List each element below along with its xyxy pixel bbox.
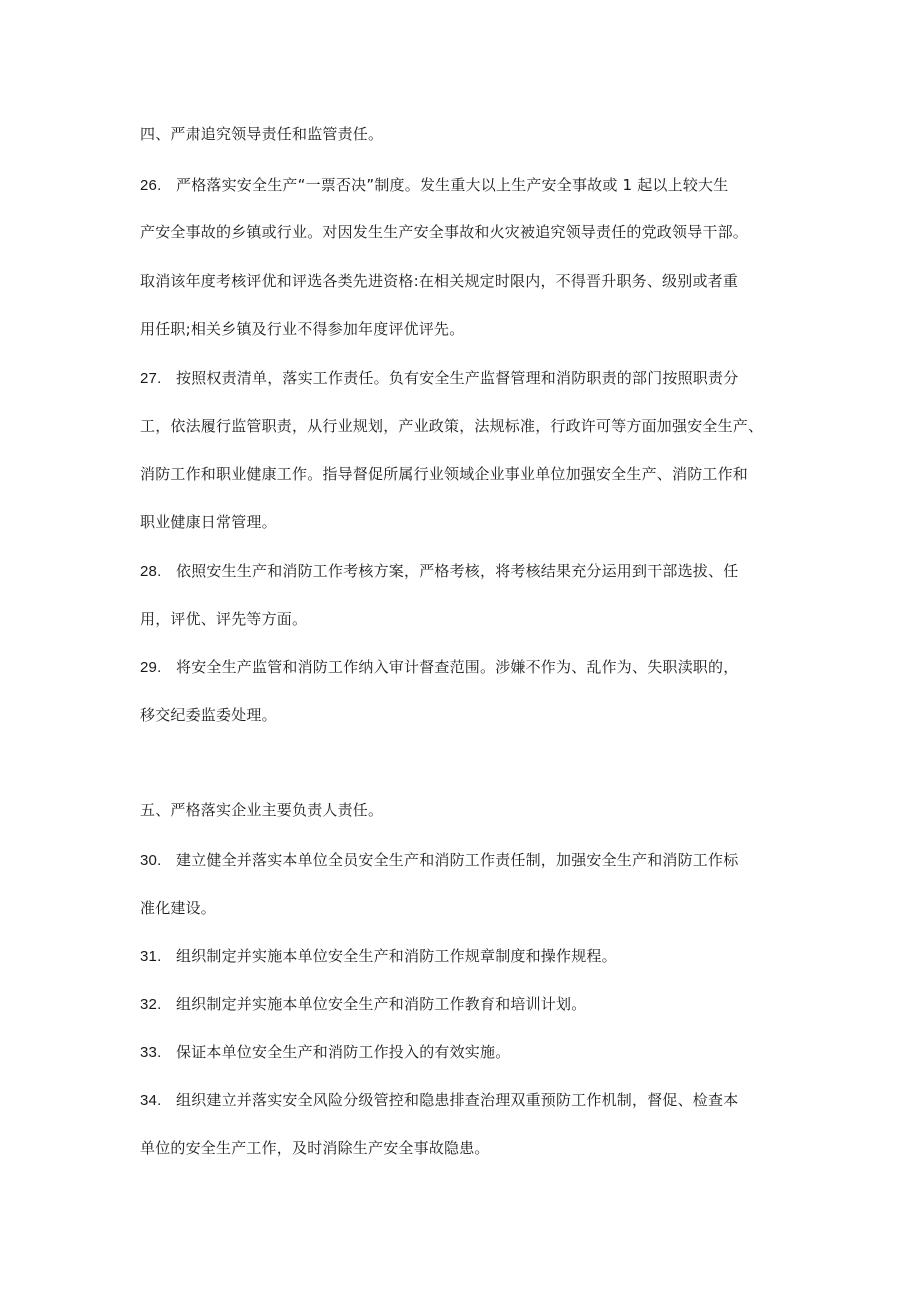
paragraph-line — [140, 946, 617, 967]
item-number: 30. — [140, 852, 162, 869]
paragraph-line: 消防工作和职业健康工作。指导督促所属行业领域企业事业单位加强安全生产、消防工作和 — [140, 465, 749, 483]
item-text: 组织制定并实施本单位安全生产和消防工作教育和培训计划。 — [176, 995, 587, 1013]
item-number: 34. — [140, 1092, 162, 1109]
item-text: 组织制定并实施本单位安全生产和消防工作规章制度和操作规程。 — [176, 947, 617, 965]
item-number: 26. — [140, 177, 162, 194]
paragraph-line — [140, 175, 728, 196]
paragraph-line — [140, 368, 738, 389]
paragraph-line: 职业健康日常管理。 — [140, 513, 277, 531]
item-number: 33. — [140, 1044, 162, 1061]
paragraph-line — [140, 561, 738, 582]
item-text: 依照安生生产和消防工作考核方案，严格考核，将考核结果充分运用到干部选拔、任 — [176, 562, 739, 580]
item-number: 31. — [140, 948, 162, 965]
paragraph-line: 产安全事故的乡镇或行业。对因发生生产安全事故和火灾被追究领导责任的党政领导干部。 — [140, 223, 749, 241]
section-heading: 四、严肃追究领导责任和监管责任。 — [140, 125, 384, 143]
paragraph-line: 取消该年度考核评优和评选各类先进资格:在相关规定时限内，不得晋升职务、级别或者重 — [140, 272, 739, 290]
item-text: 严格落实安全生产“一票否决”制度。发生重大以上生产安全事故或 1 起以上较大生 — [176, 176, 729, 194]
paragraph-line: 工，依法履行监管职责，从行业规划，产业政策，法规标准，行政许可等方面加强安全生产、 — [140, 417, 764, 435]
paragraph-line — [140, 657, 738, 678]
item-text: 将安全生产监管和消防工作纳入审计督查范围。涉嫌不作为、乱作为、失职渎职的， — [176, 658, 739, 676]
paragraph-line: 准化建设。 — [140, 899, 217, 917]
paragraph-line — [140, 994, 586, 1015]
paragraph-line: 单位的安全生产工作，及时消除生产安全事故隐患。 — [140, 1139, 490, 1157]
paragraph-line: 用，评优、评先等方面。 — [140, 610, 308, 628]
paragraph-line: 用任职;相关乡镇及行业不得参加年度评优评先。 — [140, 320, 465, 338]
paragraph-line: 移交纪委监委处理。 — [140, 706, 277, 724]
item-number: 32. — [140, 996, 162, 1013]
paragraph-line — [140, 1042, 510, 1063]
item-number: 28. — [140, 563, 162, 580]
item-text: 保证本单位安全生产和消防工作投入的有效实施。 — [176, 1043, 511, 1061]
item-text: 建立健全并落实本单位全员安全生产和消防工作责任制，加强安全生产和消防工作标 — [176, 851, 739, 869]
item-text: 组织建立并落实安全风险分级管控和隐患排查治理双重预防工作机制，督促、检查本 — [176, 1091, 739, 1109]
item-number: 29. — [140, 659, 162, 676]
paragraph-line — [140, 850, 738, 871]
paragraph-line — [140, 1090, 738, 1111]
item-number: 27. — [140, 370, 162, 387]
item-text: 按照权责清单，落实工作责任。负有安全生产监督管理和消防职责的部门按照职责分 — [176, 369, 739, 387]
section-heading: 五、严格落实企业主要负责人责任。 — [140, 801, 384, 819]
